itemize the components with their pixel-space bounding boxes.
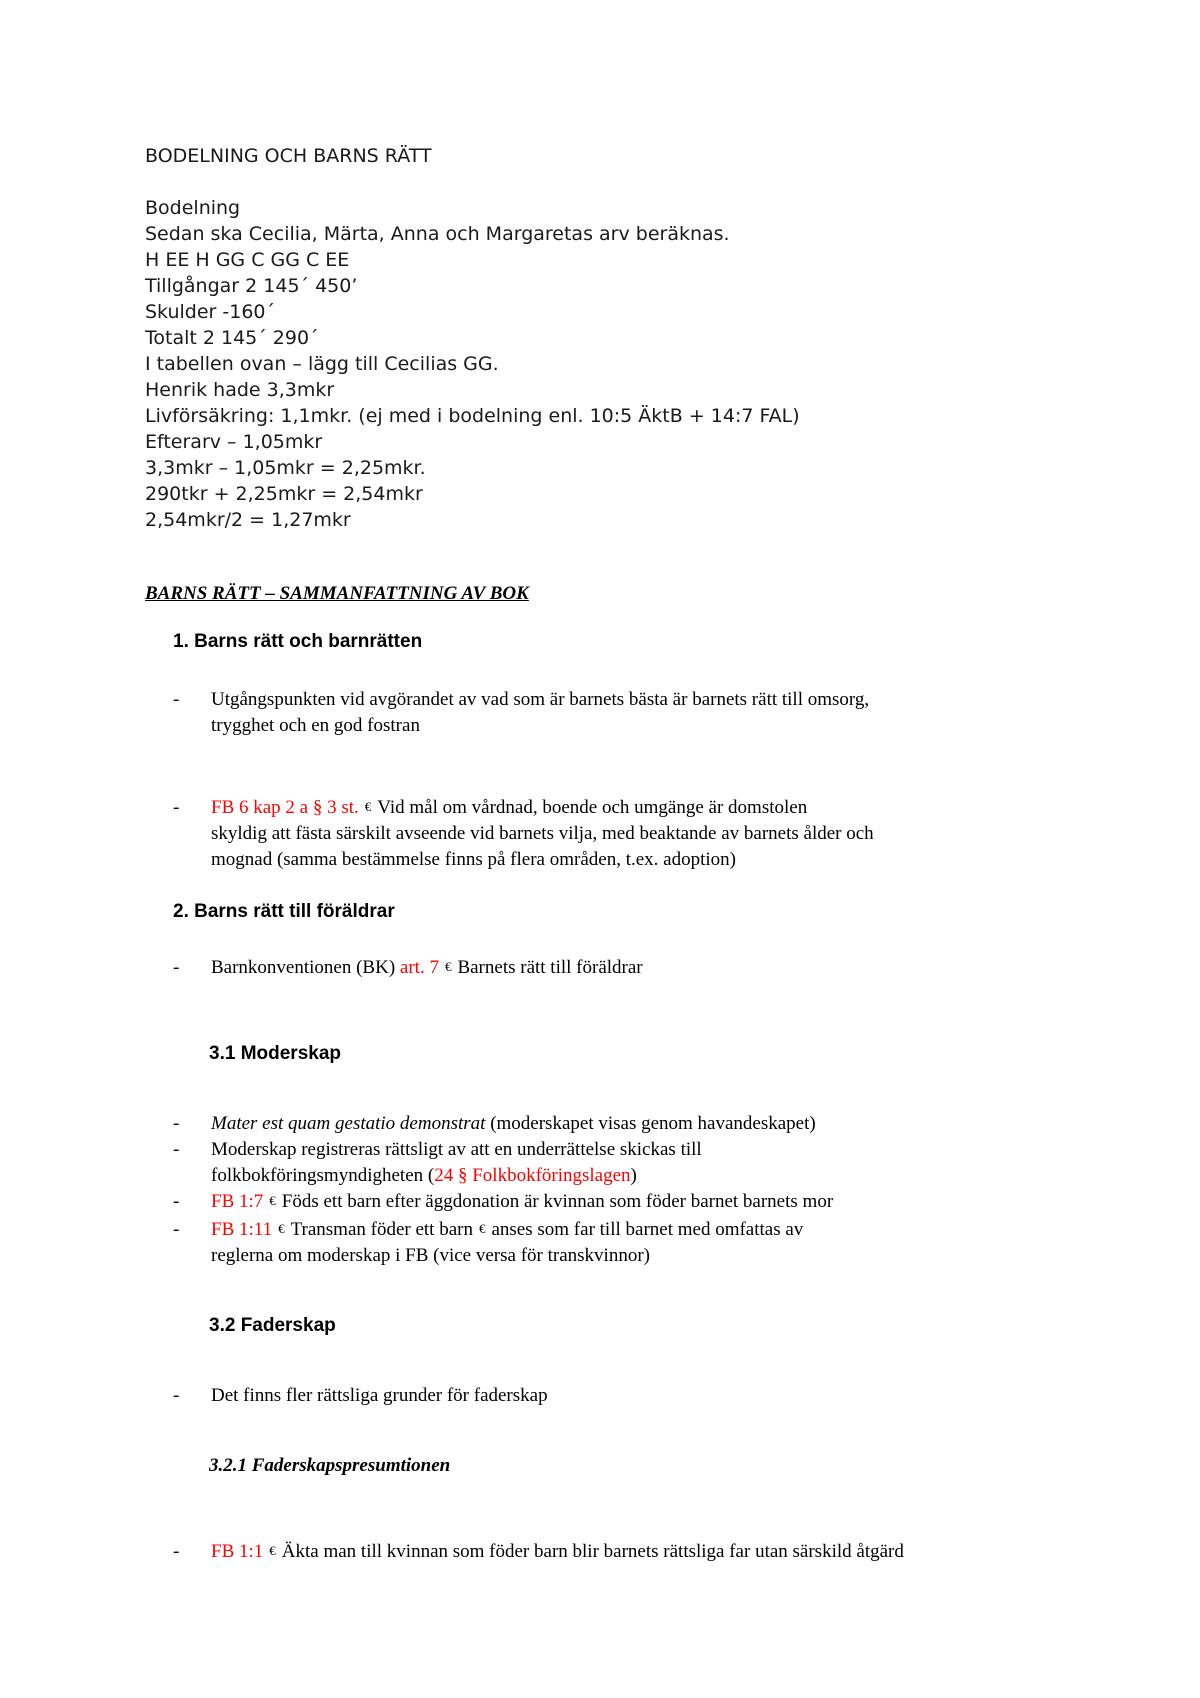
bullet-dash: - — [173, 1113, 180, 1134]
bullet-text: Transman föder ett barn — [290, 1219, 473, 1240]
bullet-dash: - — [173, 1219, 180, 1240]
summary-heading: BARNS RÄTT – SAMMANFATTNING AV BOK — [145, 583, 529, 604]
s2-bullet-1 — [211, 957, 643, 979]
law-reference: FB 1:7 — [211, 1191, 264, 1212]
law-reference: FB 1:1 — [211, 1541, 264, 1562]
bullet-text: Barnets rätt till föräldrar — [457, 957, 643, 978]
section-2-heading: 2. Barns rätt till föräldrar — [173, 901, 395, 922]
s1-bullet-2-line-2: skyldig att fästa särskilt avseende vid barnets vilja, med beaktande av barnets ålder och — [211, 823, 874, 844]
s31-bullet-2-line-1: Moderskap registreras rättsligt av att en underrättelse skickas till — [211, 1139, 702, 1160]
bullet-dash: - — [173, 957, 180, 978]
law-reference: art. 7 — [399, 957, 439, 978]
document-title: BODELNING OCH BARNS RÄTT — [145, 145, 432, 167]
s31-bullet-4-line-1 — [211, 1219, 803, 1241]
s31-bullet-3 — [211, 1191, 833, 1213]
arrow-icon: € — [269, 1193, 276, 1208]
s321-bullet-1 — [211, 1541, 904, 1563]
calc-line: Efterarv – 1,05mkr — [145, 431, 323, 453]
bullet-dash: - — [173, 1385, 180, 1406]
arrow-icon: € — [278, 1221, 285, 1236]
latin-phrase: Mater est quam gestatio demonstrat — [211, 1113, 486, 1134]
law-reference: FB 6 kap 2 a § 3 st. — [211, 797, 359, 818]
section-1-heading: 1. Barns rätt och barnrätten — [173, 631, 423, 652]
calc-line: I tabellen ovan – lägg till Cecilias GG. — [145, 353, 499, 375]
calc-line: 2,54mkr/2 = 1,27mkr — [145, 509, 351, 531]
s32-bullet-1: Det finns fler rättsliga grunder för faderskap — [211, 1385, 548, 1406]
bullet-text: Äkta man till kvinnan som föder barn blir barnets rättsliga far utan särskild åtgärd — [281, 1541, 904, 1562]
arrow-icon: € — [444, 959, 452, 974]
calc-line: Totalt 2 145´ 290´ — [145, 327, 319, 349]
s31-bullet-4-line-2: reglerna om moderskap i FB (vice versa för transkvinnor) — [211, 1245, 650, 1266]
s31-bullet-1 — [211, 1113, 816, 1135]
calc-line: Livförsäkring: 1,1mkr. (ej med i bodelning enl. 10:5 ÄktB + 14:7 FAL) — [145, 405, 800, 427]
bullet-dash: - — [173, 1191, 180, 1212]
calc-line: Bodelning — [145, 197, 241, 219]
bullet-dash: - — [173, 689, 180, 710]
s1-bullet-2-line-3: mognad (samma bestämmelse finns på flera områden, t.ex. adoption) — [211, 849, 736, 870]
bullet-text: (moderskapet visas genom havandeskapet) — [490, 1113, 816, 1134]
calc-line: 290tkr + 2,25mkr = 2,54mkr — [145, 483, 423, 505]
bullet-text: anses som far till barnet med omfattas av — [491, 1219, 804, 1240]
law-reference: 24 § Folkbokföringslagen — [434, 1165, 631, 1186]
s1-bullet-1-line-1: Utgångspunkten vid avgörandet av vad som är barnets bästa är barnets rätt till omsorg, — [211, 689, 870, 710]
calc-line: H EE H GG C GG C EE — [145, 249, 350, 271]
bullet-dash: - — [173, 1541, 180, 1562]
s1-bullet-1-line-2: trygghet och en god fostran — [211, 715, 420, 736]
calc-line: Tillgångar 2 145´ 450’ — [145, 275, 358, 297]
calc-line: Sedan ska Cecilia, Märta, Anna och Margaretas arv beräknas. — [145, 223, 730, 245]
arrow-icon: € — [478, 1221, 486, 1236]
calc-line: Henrik hade 3,3mkr — [145, 379, 335, 401]
arrow-icon: € — [364, 799, 372, 814]
s31-bullet-2-line-2 — [211, 1165, 637, 1187]
calc-line: 3,3mkr – 1,05mkr = 2,25mkr. — [145, 457, 426, 479]
section-3-1-heading: 3.1 Moderskap — [209, 1043, 341, 1064]
bullet-text: folkbokföringsmyndigheten ( — [211, 1165, 435, 1186]
bullet-text: Barnkonventionen (BK) — [211, 957, 396, 978]
section-3-2-heading: 3.2 Faderskap — [209, 1315, 336, 1336]
bullet-dash: - — [173, 797, 180, 818]
arrow-icon: € — [269, 1543, 276, 1558]
bullet-text: Vid mål om vårdnad, boende och umgänge är domstolen — [377, 797, 808, 818]
bullet-text: Föds ett barn efter äggdonation är kvinnan som föder barnet barnets mor — [281, 1191, 834, 1212]
s1-bullet-2-line-1 — [211, 797, 807, 819]
bullet-dash: - — [173, 1139, 180, 1160]
law-reference: FB 1:11 — [211, 1219, 273, 1240]
section-3-2-1-heading: 3.2.1 Faderskapspresumtionen — [209, 1455, 451, 1476]
bullet-text: ) — [630, 1165, 637, 1186]
calc-line: Skulder -160´ — [145, 301, 276, 323]
